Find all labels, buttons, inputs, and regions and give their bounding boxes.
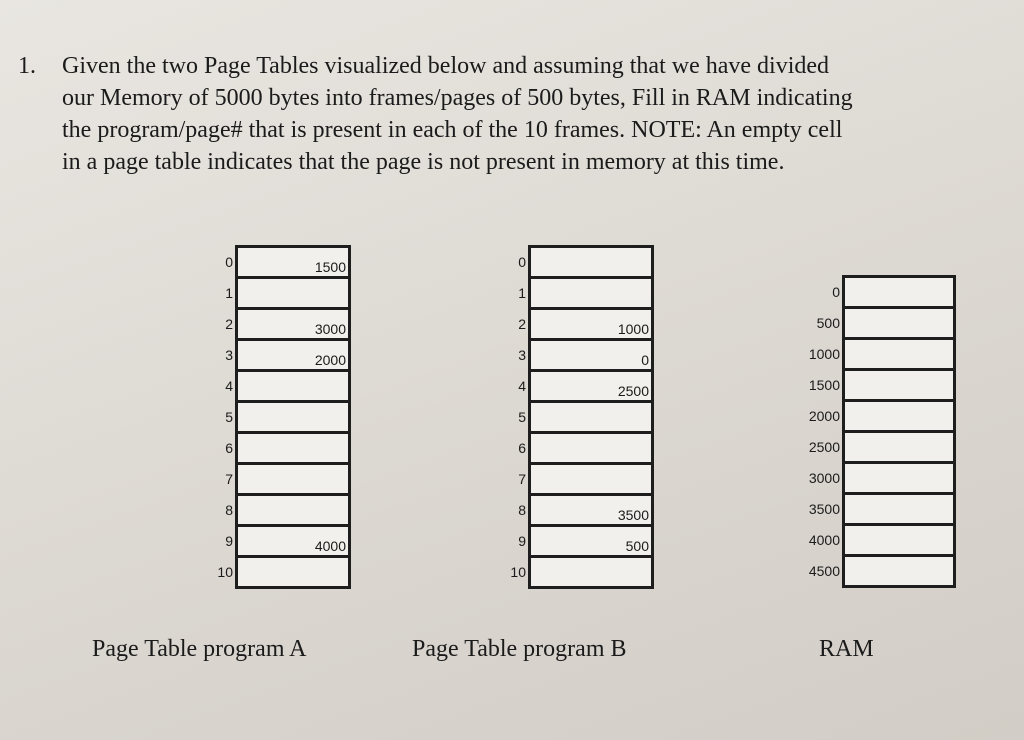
frame-address-cell[interactable]: 2000 [237, 340, 350, 371]
frame-address-cell[interactable] [237, 371, 350, 402]
frame-address-cell[interactable]: 3000 [237, 309, 350, 340]
page-table-row [195, 340, 350, 371]
question-line: our Memory of 5000 bytes into frames/pages of 500 bytes, Fill in RAM indicating [62, 85, 853, 111]
page-table-row [195, 557, 350, 588]
question [18, 50, 1018, 178]
question-number: 1. [18, 53, 36, 79]
ram-address-label: 2000 [780, 401, 844, 432]
page-index-label: 0 [195, 247, 237, 278]
ram-frame-cell[interactable] [844, 308, 955, 339]
page-table-a [195, 245, 351, 589]
frame-address-cell[interactable]: 1000 [530, 309, 653, 340]
page-table-row [490, 309, 653, 340]
page-index-label: 6 [195, 433, 237, 464]
frame-address-cell[interactable] [237, 495, 350, 526]
ram-address-label: 1500 [780, 370, 844, 401]
page-index-label: 5 [490, 402, 530, 433]
page-index-label: 3 [195, 340, 237, 371]
ram-address-label: 3000 [780, 463, 844, 494]
ram-frame-cell[interactable] [844, 556, 955, 587]
page-index-label: 6 [490, 433, 530, 464]
page-index-label: 4 [490, 371, 530, 402]
ram-frame-row [780, 463, 955, 494]
frame-address-cell[interactable]: 500 [530, 526, 653, 557]
page-index-label: 7 [195, 464, 237, 495]
frame-address-cell[interactable] [237, 464, 350, 495]
page-table-row [195, 278, 350, 309]
frame-address-cell[interactable]: 1500 [237, 247, 350, 278]
page-table-row [490, 340, 653, 371]
page-index-label: 5 [195, 402, 237, 433]
frame-address-cell[interactable] [237, 557, 350, 588]
ram-address-label: 500 [780, 308, 844, 339]
page-index-label: 2 [195, 309, 237, 340]
ram-address-label: 4500 [780, 556, 844, 587]
page-index-label: 1 [195, 278, 237, 309]
page-table-row [195, 464, 350, 495]
page-table-row [490, 371, 653, 402]
ram-frame-row [780, 339, 955, 370]
page-table-row [195, 495, 350, 526]
frame-address-cell[interactable]: 0 [530, 340, 653, 371]
page-table-row [490, 464, 653, 495]
page-index-label: 7 [490, 464, 530, 495]
frame-address-cell[interactable] [530, 464, 653, 495]
page-index-label: 9 [490, 526, 530, 557]
question-text [62, 50, 1018, 178]
ram-frame-row [780, 556, 955, 587]
frame-address-cell[interactable] [237, 433, 350, 464]
ram-address-label: 4000 [780, 525, 844, 556]
ram-frame-cell[interactable] [844, 370, 955, 401]
page-table-row [490, 247, 653, 278]
page-table-row [195, 247, 350, 278]
ram-frame-row [780, 277, 955, 308]
ram-address-label: 2500 [780, 432, 844, 463]
page-table-row [195, 402, 350, 433]
page-index-label: 9 [195, 526, 237, 557]
page-index-label: 10 [490, 557, 530, 588]
ram-frame-cell[interactable] [844, 277, 955, 308]
frame-address-cell[interactable]: 4000 [237, 526, 350, 557]
page-table-row [195, 371, 350, 402]
page-index-label: 0 [490, 247, 530, 278]
page-table-row [490, 495, 653, 526]
ram-table [780, 275, 956, 588]
frame-address-cell[interactable]: 2500 [530, 371, 653, 402]
ram-frame-row [780, 432, 955, 463]
frame-address-cell[interactable] [237, 278, 350, 309]
page-index-label: 8 [195, 495, 237, 526]
page-table-b [490, 245, 654, 589]
page-index-label: 4 [195, 371, 237, 402]
question-line: the program/page# that is present in each of the 10 frames. NOTE: An empty cell [62, 117, 843, 143]
caption-ram: RAM [819, 636, 874, 662]
ram-address-label: 0 [780, 277, 844, 308]
page-table-row [490, 433, 653, 464]
question-line: Given the two Page Tables visualized below and assuming that we have divided [62, 53, 830, 79]
page-index-label: 8 [490, 495, 530, 526]
frame-address-cell[interactable] [530, 247, 653, 278]
ram-frame-row [780, 401, 955, 432]
ram-frame-row [780, 308, 955, 339]
ram-frame-cell[interactable] [844, 463, 955, 494]
ram-frame-cell[interactable] [844, 494, 955, 525]
caption-page-table-b: Page Table program B [412, 636, 627, 662]
page-table-row [490, 557, 653, 588]
page-table-row [195, 433, 350, 464]
frame-address-cell[interactable] [530, 402, 653, 433]
page-table-row [490, 526, 653, 557]
question-line: in a page table indicates that the page is not present in memory at this time. [62, 149, 785, 175]
ram-frame-row [780, 525, 955, 556]
ram-frame-cell[interactable] [844, 339, 955, 370]
page-table-row [490, 402, 653, 433]
ram-frame-row [780, 494, 955, 525]
ram-address-label: 1000 [780, 339, 844, 370]
page-index-label: 2 [490, 309, 530, 340]
page-index-label: 3 [490, 340, 530, 371]
page-table-row [195, 526, 350, 557]
ram-frame-row [780, 370, 955, 401]
caption-page-table-a: Page Table program A [92, 636, 307, 662]
frame-address-cell[interactable] [530, 278, 653, 309]
page-table-row [195, 309, 350, 340]
page-index-label: 1 [490, 278, 530, 309]
frame-address-cell[interactable]: 3500 [530, 495, 653, 526]
page-table-row [490, 278, 653, 309]
ram-frame-cell[interactable] [844, 525, 955, 556]
ram-frame-cell[interactable] [844, 432, 955, 463]
frame-address-cell[interactable] [530, 557, 653, 588]
frame-address-cell[interactable] [237, 402, 350, 433]
page-index-label: 10 [195, 557, 237, 588]
ram-address-label: 3500 [780, 494, 844, 525]
ram-frame-cell[interactable] [844, 401, 955, 432]
frame-address-cell[interactable] [530, 433, 653, 464]
